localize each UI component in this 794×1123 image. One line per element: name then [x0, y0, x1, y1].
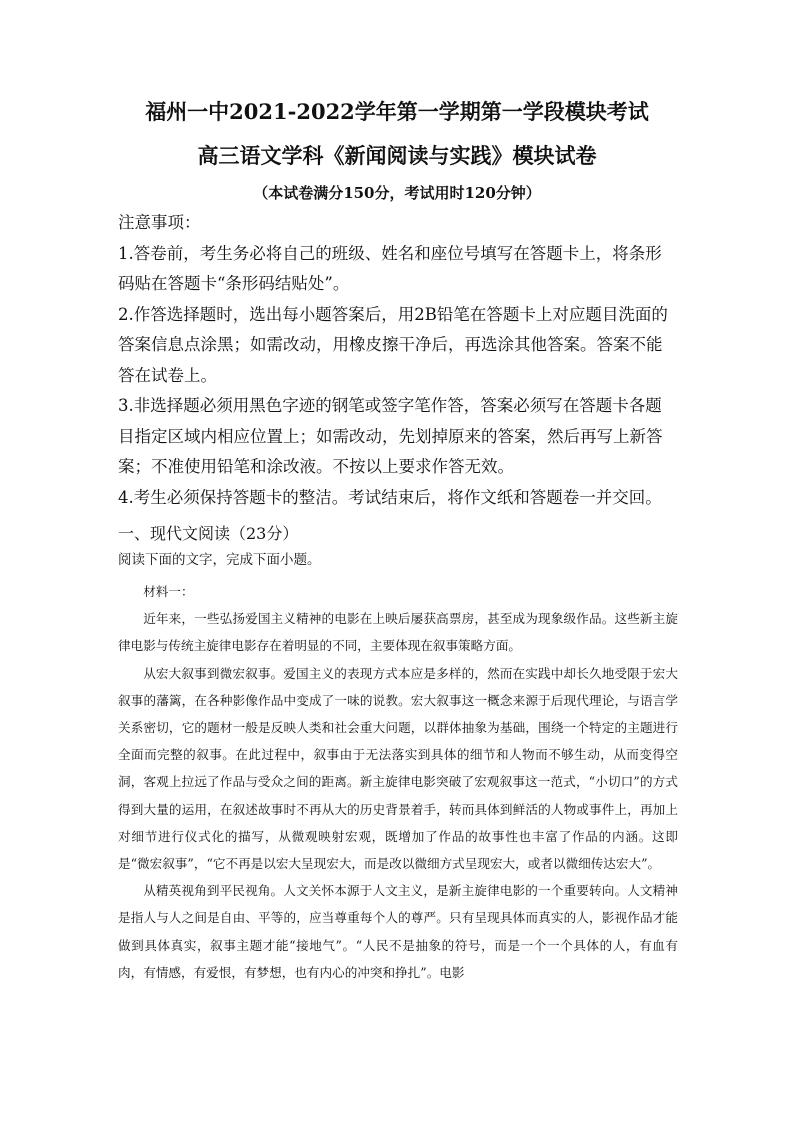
notes-heading: 注意事项： — [118, 213, 201, 232]
material-paragraph-1: 近年来，一些弘扬爱国主义精神的电影在上映后屡获高票房，甚至成为现象级作品。这些新主旋律电影与传统主旋律电影存在着明显的不同，主要体现在叙事策略方面。 — [118, 611, 678, 654]
exam-subtitle-title: 高三语文学科《新闻阅读与实践》模块试卷 — [197, 143, 597, 168]
note-item-3: 3.非选择题必须用黑色字迹的钢笔或签字笔作答，答案必须写在答题卡各题目指定区域内相应位置上；如需改动，先划掉原来的答案，然后再写上新答案；不准使用铅笔和涂改液。不按以上要求作答无效。 — [118, 396, 663, 476]
material-paragraph-3: 从精英视角到平民视角。人文关怀本源于人文主义，是新主旋律电影的一个重要转向。人文精神是指人与人之间是自由、平等的，应当尊重每个人的尊严。只有呈现具体而真实的人，影视作品才能做到具体真实，叙事主题才能“接地气”。“人民不是抽象的符号，而是一个一个具体的人，有血有肉，有情感，有爱恨，有梦想，也有内心的冲突和挣扎”。电影 — [118, 883, 678, 980]
exam-duration-note: （本试卷满分150分，考试用时120分钟） — [253, 184, 541, 202]
note-item-1: 1.答卷前，考生务必将自己的班级、姓名和座位号填写在答题卡上，将条形码贴在答题卡“条形码结贴处”。 — [118, 243, 662, 293]
section-instruction: 阅读下面的文字，完成下面小题。 — [118, 552, 321, 568]
material-label: 材料一： — [143, 584, 194, 599]
reading-material — [118, 578, 678, 986]
note-item-2: 2.作答选择题时，选出每小题答案后，用2B铅笔在答题卡上对应题目洗面的答案信息点涂黑；如需改动，用橡皮擦干净后，再选涂其他答案。答案不能答在试卷上。 — [118, 304, 668, 385]
note-item-4: 4.考生必须保持答题卡的整洁。考试结束后，将作文纸和答题卷一并交回。 — [118, 487, 662, 507]
section-heading: 一、现代文阅读（23分） — [118, 524, 299, 543]
notes-section — [118, 208, 678, 513]
material-paragraph-2: 从宏大叙事到微宏叙事。爱国主义的表现方式本应是多样的，然而在实践中却长久地受限于宏大叙事的藩篱，在各种影像作品中变成了一味的说教。宏大叙事这一概念来源于后现代理论，与语言学关系密切，它的题材一般是反映人类和社会重大问题，以群体抽象为基础，围绕一个特定的主题进行全面而完整的叙事。在此过程中，叙事由于无法落实到具体的细节和人物而不够生动，从而变得空洞，客观上拉远了作品与受众之间的距离。新主旋律电影突破了宏观叙事这一范式，“小切口”的方式得到大量的运用，在叙述故事时不再从大的历史背景着手，转而具体到鲜活的人物或事件上，再加上对细节进行仪式化的描写，从微观映射宏观，既增加了作品的故事性也丰富了作品的内涵。这即是“微宏叙事”，“它不再是以宏大呈现宏大，而是改以微细方式呈现宏大，或者以微细传达宏大”。 — [118, 665, 678, 872]
exam-title: 福州一中2021-2022学年第一学期第一学段模块考试 — [145, 99, 649, 124]
